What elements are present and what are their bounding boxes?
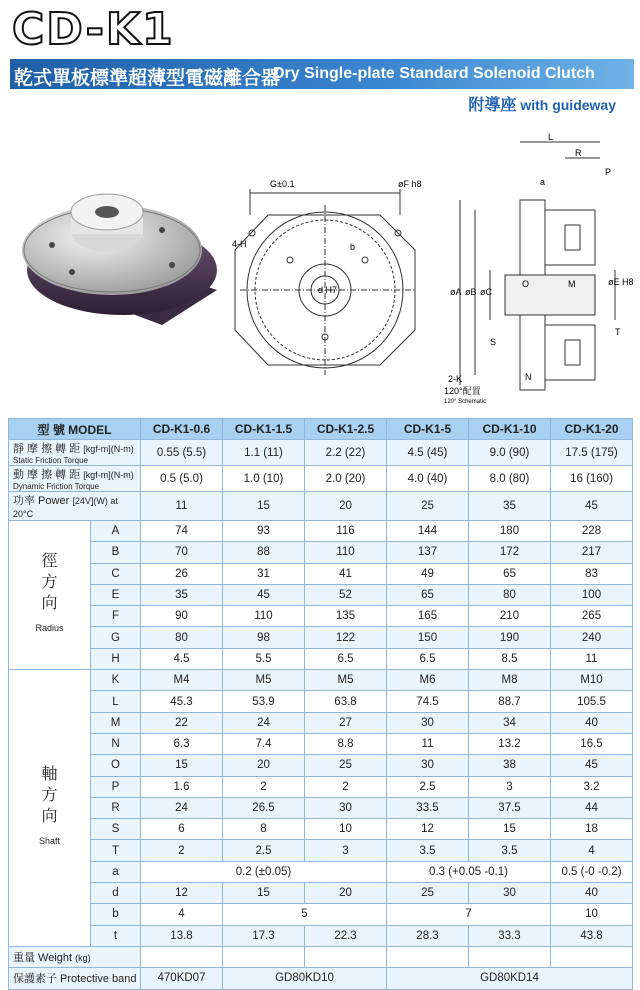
table-cell: 35 (469, 492, 551, 521)
table-cell: 2.2 (22) (305, 440, 387, 466)
table-row (9, 861, 633, 882)
table-cell: 26.5 (223, 797, 305, 818)
table-cell: 18 (551, 819, 633, 840)
table-cell: 3 (305, 840, 387, 861)
guideway-note: 附導座 with guideway (468, 97, 616, 114)
group-label-en: Shaft (38, 836, 60, 846)
table-cell: 28.3 (387, 925, 469, 946)
table-cell: 180 (469, 521, 551, 542)
table-row (9, 968, 633, 989)
table-cell: 15 (223, 492, 305, 521)
model-cell: CD-K1-5 (387, 419, 469, 440)
group-char: 軸 (41, 766, 58, 783)
table-cell: 30 (469, 883, 551, 904)
dimension-key: L (91, 691, 141, 712)
dimension-key: N (91, 733, 141, 754)
table-cell: M5 (223, 670, 305, 691)
table-cell: 11 (387, 733, 469, 754)
table-cell: 88 (223, 542, 305, 563)
dimension-key: a (91, 861, 141, 882)
table-cell: GD80KD14 (387, 968, 633, 989)
table-cell: 63.8 (305, 691, 387, 712)
dim-l-label: L (548, 132, 554, 142)
power-label: 功率 Power [24V](W) at 20°C (9, 492, 141, 521)
table-cell: 165 (387, 606, 469, 627)
table-cell: 0.3 (+0.05 -0.1) (387, 861, 551, 882)
table-row (9, 670, 633, 691)
weight-label (9, 946, 141, 967)
table-cell: M10 (551, 670, 633, 691)
table-row (9, 648, 633, 669)
table-cell: 37.5 (469, 797, 551, 818)
dimension-key: P (91, 776, 141, 797)
table-cell: 6 (141, 819, 223, 840)
table-cell: 11 (551, 648, 633, 669)
table-cell: 65 (387, 584, 469, 605)
table-cell: 22.3 (305, 925, 387, 946)
table-cell: 20 (305, 492, 387, 521)
table-cell: 1.6 (141, 776, 223, 797)
table-cell: 4 (551, 840, 633, 861)
table-cell: 16 (160) (551, 466, 633, 492)
table-cell (305, 946, 387, 967)
table-cell: 8.8 (305, 733, 387, 754)
table-cell: 25 (387, 492, 469, 521)
table-cell: 40 (551, 883, 633, 904)
table-cell (141, 946, 223, 967)
group-label-en: Radius (35, 623, 64, 634)
table-cell: 2.5 (223, 840, 305, 861)
table-cell: 144 (387, 521, 469, 542)
dimension-key: t (91, 925, 141, 946)
table-cell: 17.5 (175) (551, 440, 633, 466)
table-cell: 6.5 (387, 648, 469, 669)
dimension-key: G (91, 627, 141, 648)
table-row (9, 797, 633, 818)
table-cell: 172 (469, 542, 551, 563)
table-cell: 135 (305, 606, 387, 627)
weight-text: 重量 Weight (13, 952, 73, 965)
table-cell: 6.5 (305, 648, 387, 669)
table-cell: 13.8 (141, 925, 223, 946)
table-cell: 217 (551, 542, 633, 563)
table-cell: 65 (469, 563, 551, 584)
table-cell: 22 (141, 712, 223, 733)
table-cell: 4.5 (141, 648, 223, 669)
table-cell: 45 (223, 584, 305, 605)
table-cell: 0.55 (5.5) (141, 440, 223, 466)
table-cell: 2.0 (20) (305, 466, 387, 492)
table-cell: 80 (141, 627, 223, 648)
table-cell: 41 (305, 563, 387, 584)
table-cell: 12 (387, 819, 469, 840)
table-cell: 44 (551, 797, 633, 818)
table-row (9, 776, 633, 797)
table-cell: 15 (223, 883, 305, 904)
table-cell: 2 (305, 776, 387, 797)
table-cell: 43.8 (551, 925, 633, 946)
dim-m-label: M (568, 279, 576, 289)
dim-ob-label: øB (465, 287, 477, 297)
model-cell: CD-K1-2.5 (305, 419, 387, 440)
table-cell: 105.5 (551, 691, 633, 712)
table-cell: 2 (141, 840, 223, 861)
table-row (9, 606, 633, 627)
table-cell: 137 (387, 542, 469, 563)
dim-k-label: 2-K (448, 374, 463, 384)
table-cell: 38 (469, 755, 551, 776)
table-cell: 5.5 (223, 648, 305, 669)
dimension-key: E (91, 584, 141, 605)
model-cell: CD-K1-1.5 (223, 419, 305, 440)
dim-oc-label: øC (480, 287, 492, 297)
page-title: CD-K1 (12, 4, 175, 55)
table-header-row (9, 419, 633, 440)
table-cell (469, 946, 551, 967)
table-cell: 8.5 (469, 648, 551, 669)
dimension-key: b (91, 904, 141, 925)
spec-table (8, 418, 633, 990)
model-cell: CD-K1-20 (551, 419, 633, 440)
table-cell: 88.7 (469, 691, 551, 712)
table-cell: 7 (387, 904, 551, 925)
dimension-key: T (91, 840, 141, 861)
model-cell: CD-K1-10 (469, 419, 551, 440)
table-cell: 30 (387, 755, 469, 776)
dim-oe-label: øE H8 (608, 277, 634, 287)
group-char: 方 (41, 574, 58, 592)
table-cell: 2 (223, 776, 305, 797)
group-char: 方 (41, 787, 58, 804)
radius-group-label (9, 521, 91, 670)
dim-t-label: T (615, 327, 621, 337)
table-cell: 10 (305, 819, 387, 840)
model-cell: CD-K1-0.6 (141, 419, 223, 440)
table-cell: 0.5 (5.0) (141, 466, 223, 492)
table-cell: 10 (551, 904, 633, 925)
table-row (9, 840, 633, 861)
dim-f-label: øF h8 (398, 179, 422, 189)
table-cell: 26 (141, 563, 223, 584)
table-cell: 74.5 (387, 691, 469, 712)
dim-o-label: O (522, 279, 530, 289)
table-cell: 49 (387, 563, 469, 584)
table-cell: 45 (551, 492, 633, 521)
table-cell: 100 (551, 584, 633, 605)
table-cell: 15 (469, 819, 551, 840)
dim-a-label: a (540, 177, 546, 187)
dim-d-label: d H7 (318, 285, 338, 295)
table-cell: 8 (223, 819, 305, 840)
table-cell: 0.5 (-0 -0.2) (551, 861, 633, 882)
table-cell: 40 (551, 712, 633, 733)
table-cell: 1.0 (10) (223, 466, 305, 492)
table-cell (387, 946, 469, 967)
weight-unit: (kg) (75, 953, 91, 964)
table-row (9, 712, 633, 733)
table-cell: 122 (305, 627, 387, 648)
table-cell: 90 (141, 606, 223, 627)
table-cell: 470KD07 (141, 968, 223, 989)
dim-n-label: N (525, 372, 532, 382)
dimension-key: S (91, 819, 141, 840)
table-cell: 74 (141, 521, 223, 542)
table-cell: 7.4 (223, 733, 305, 754)
front-view-drawing (230, 175, 430, 375)
table-cell: 35 (141, 584, 223, 605)
table-cell: 110 (223, 606, 305, 627)
table-cell: 4.5 (45) (387, 440, 469, 466)
table-row (9, 627, 633, 648)
table-row (9, 755, 633, 776)
table-cell: 24 (141, 797, 223, 818)
table-cell: 93 (223, 521, 305, 542)
table-cell: 80 (469, 584, 551, 605)
table-cell: 210 (469, 606, 551, 627)
table-cell: 98 (223, 627, 305, 648)
table-cell: GD80KD10 (223, 968, 387, 989)
table-cell: 228 (551, 521, 633, 542)
dimension-key: M (91, 712, 141, 733)
table-cell: M6 (387, 670, 469, 691)
table-cell: 3.5 (469, 840, 551, 861)
table-cell: 3.5 (387, 840, 469, 861)
group-char: 向 (41, 808, 58, 825)
table-row (9, 440, 633, 466)
table-cell: 2.5 (387, 776, 469, 797)
dim-h-label: 4-H (232, 239, 247, 249)
table-cell: 33.3 (469, 925, 551, 946)
table-row (9, 946, 633, 967)
table-cell: M4 (141, 670, 223, 691)
table-cell: 4 (141, 904, 223, 925)
table-cell: 8.0 (80) (469, 466, 551, 492)
table-cell: 20 (223, 755, 305, 776)
table-cell: 12 (141, 883, 223, 904)
table-cell: 31 (223, 563, 305, 584)
table-row (9, 466, 633, 492)
table-cell: 15 (141, 755, 223, 776)
shaft-group-label (9, 670, 91, 947)
table-cell: 4.0 (40) (387, 466, 469, 492)
table-row (9, 925, 633, 946)
table-cell: M8 (469, 670, 551, 691)
table-cell: 20 (305, 883, 387, 904)
dim-g-label: G±0.1 (270, 179, 295, 189)
table-cell: 11 (141, 492, 223, 521)
dim-p-label: P (605, 167, 612, 177)
table-row (9, 521, 633, 542)
table-row (9, 542, 633, 563)
dimension-key: H (91, 648, 141, 669)
table-row (9, 492, 633, 521)
table-cell: 3.2 (551, 776, 633, 797)
subtitle-zh: 乾式單板標準超薄型電磁離合器 (14, 68, 281, 89)
table-cell: 52 (305, 584, 387, 605)
table-cell: 83 (551, 563, 633, 584)
table-cell: 265 (551, 606, 633, 627)
table-cell: 30 (305, 797, 387, 818)
table-cell: 16.5 (551, 733, 633, 754)
dimension-key: A (91, 521, 141, 542)
table-cell: 13.2 (469, 733, 551, 754)
table-cell: 53.9 (223, 691, 305, 712)
k-note-en: 120° Schematic (444, 399, 487, 405)
subtitle-en: Dry Single-plate Standard Solenoid Clutch (273, 65, 595, 82)
dimension-key: F (91, 606, 141, 627)
product-photo (12, 160, 222, 350)
table-row (9, 691, 633, 712)
table-cell: 5 (223, 904, 387, 925)
table-cell: 1.1 (11) (223, 440, 305, 466)
table-cell: 25 (387, 883, 469, 904)
table-cell: 240 (551, 627, 633, 648)
table-cell: 110 (305, 542, 387, 563)
section-view-drawing (440, 130, 635, 410)
dimension-key: d (91, 883, 141, 904)
table-cell: 70 (141, 542, 223, 563)
table-cell: 34 (469, 712, 551, 733)
table-cell: 6.3 (141, 733, 223, 754)
group-char: 向 (41, 595, 58, 613)
dim-r-label: R (575, 148, 582, 158)
table-cell: 30 (387, 712, 469, 733)
table-cell: 17.3 (223, 925, 305, 946)
table-cell: 45.3 (141, 691, 223, 712)
table-cell: 190 (469, 627, 551, 648)
table-cell: 3 (469, 776, 551, 797)
dynamic-torque-label: 動 摩 擦 轉 距 [kgf-m](N-m) Dynamic Friction Torque (9, 466, 141, 492)
table-cell: 116 (305, 521, 387, 542)
table-cell (223, 946, 305, 967)
table-row (9, 584, 633, 605)
dimension-key: B (91, 542, 141, 563)
table-row (9, 819, 633, 840)
group-char: 徑 (41, 553, 58, 571)
model-label: 型 號 MODEL (9, 419, 141, 440)
dim-s-label: S (490, 337, 497, 347)
table-cell: 150 (387, 627, 469, 648)
table-row (9, 563, 633, 584)
table-cell: 27 (305, 712, 387, 733)
dim-oa-label: øA (450, 287, 462, 297)
table-cell (551, 946, 633, 967)
table-cell: 24 (223, 712, 305, 733)
table-cell: 9.0 (90) (469, 440, 551, 466)
k-note: 120°配置 (444, 386, 481, 396)
table-row (9, 904, 633, 925)
dimension-key: R (91, 797, 141, 818)
table-cell: 45 (551, 755, 633, 776)
table-row (9, 883, 633, 904)
static-torque-label: 靜 摩 擦 轉 距 [kgf-m](N-m) Static Friction Torque (9, 440, 141, 466)
table-cell: M5 (305, 670, 387, 691)
table-cell: 25 (305, 755, 387, 776)
table-row (9, 733, 633, 754)
table-cell: 33.5 (387, 797, 469, 818)
dimension-key: C (91, 563, 141, 584)
dimension-key: K (91, 670, 141, 691)
band-label: 保護素子 Protective band (9, 968, 141, 989)
table-cell: 0.2 (±0.05) (141, 861, 387, 882)
dim-b-label: b (350, 242, 356, 252)
dimension-key: O (91, 755, 141, 776)
